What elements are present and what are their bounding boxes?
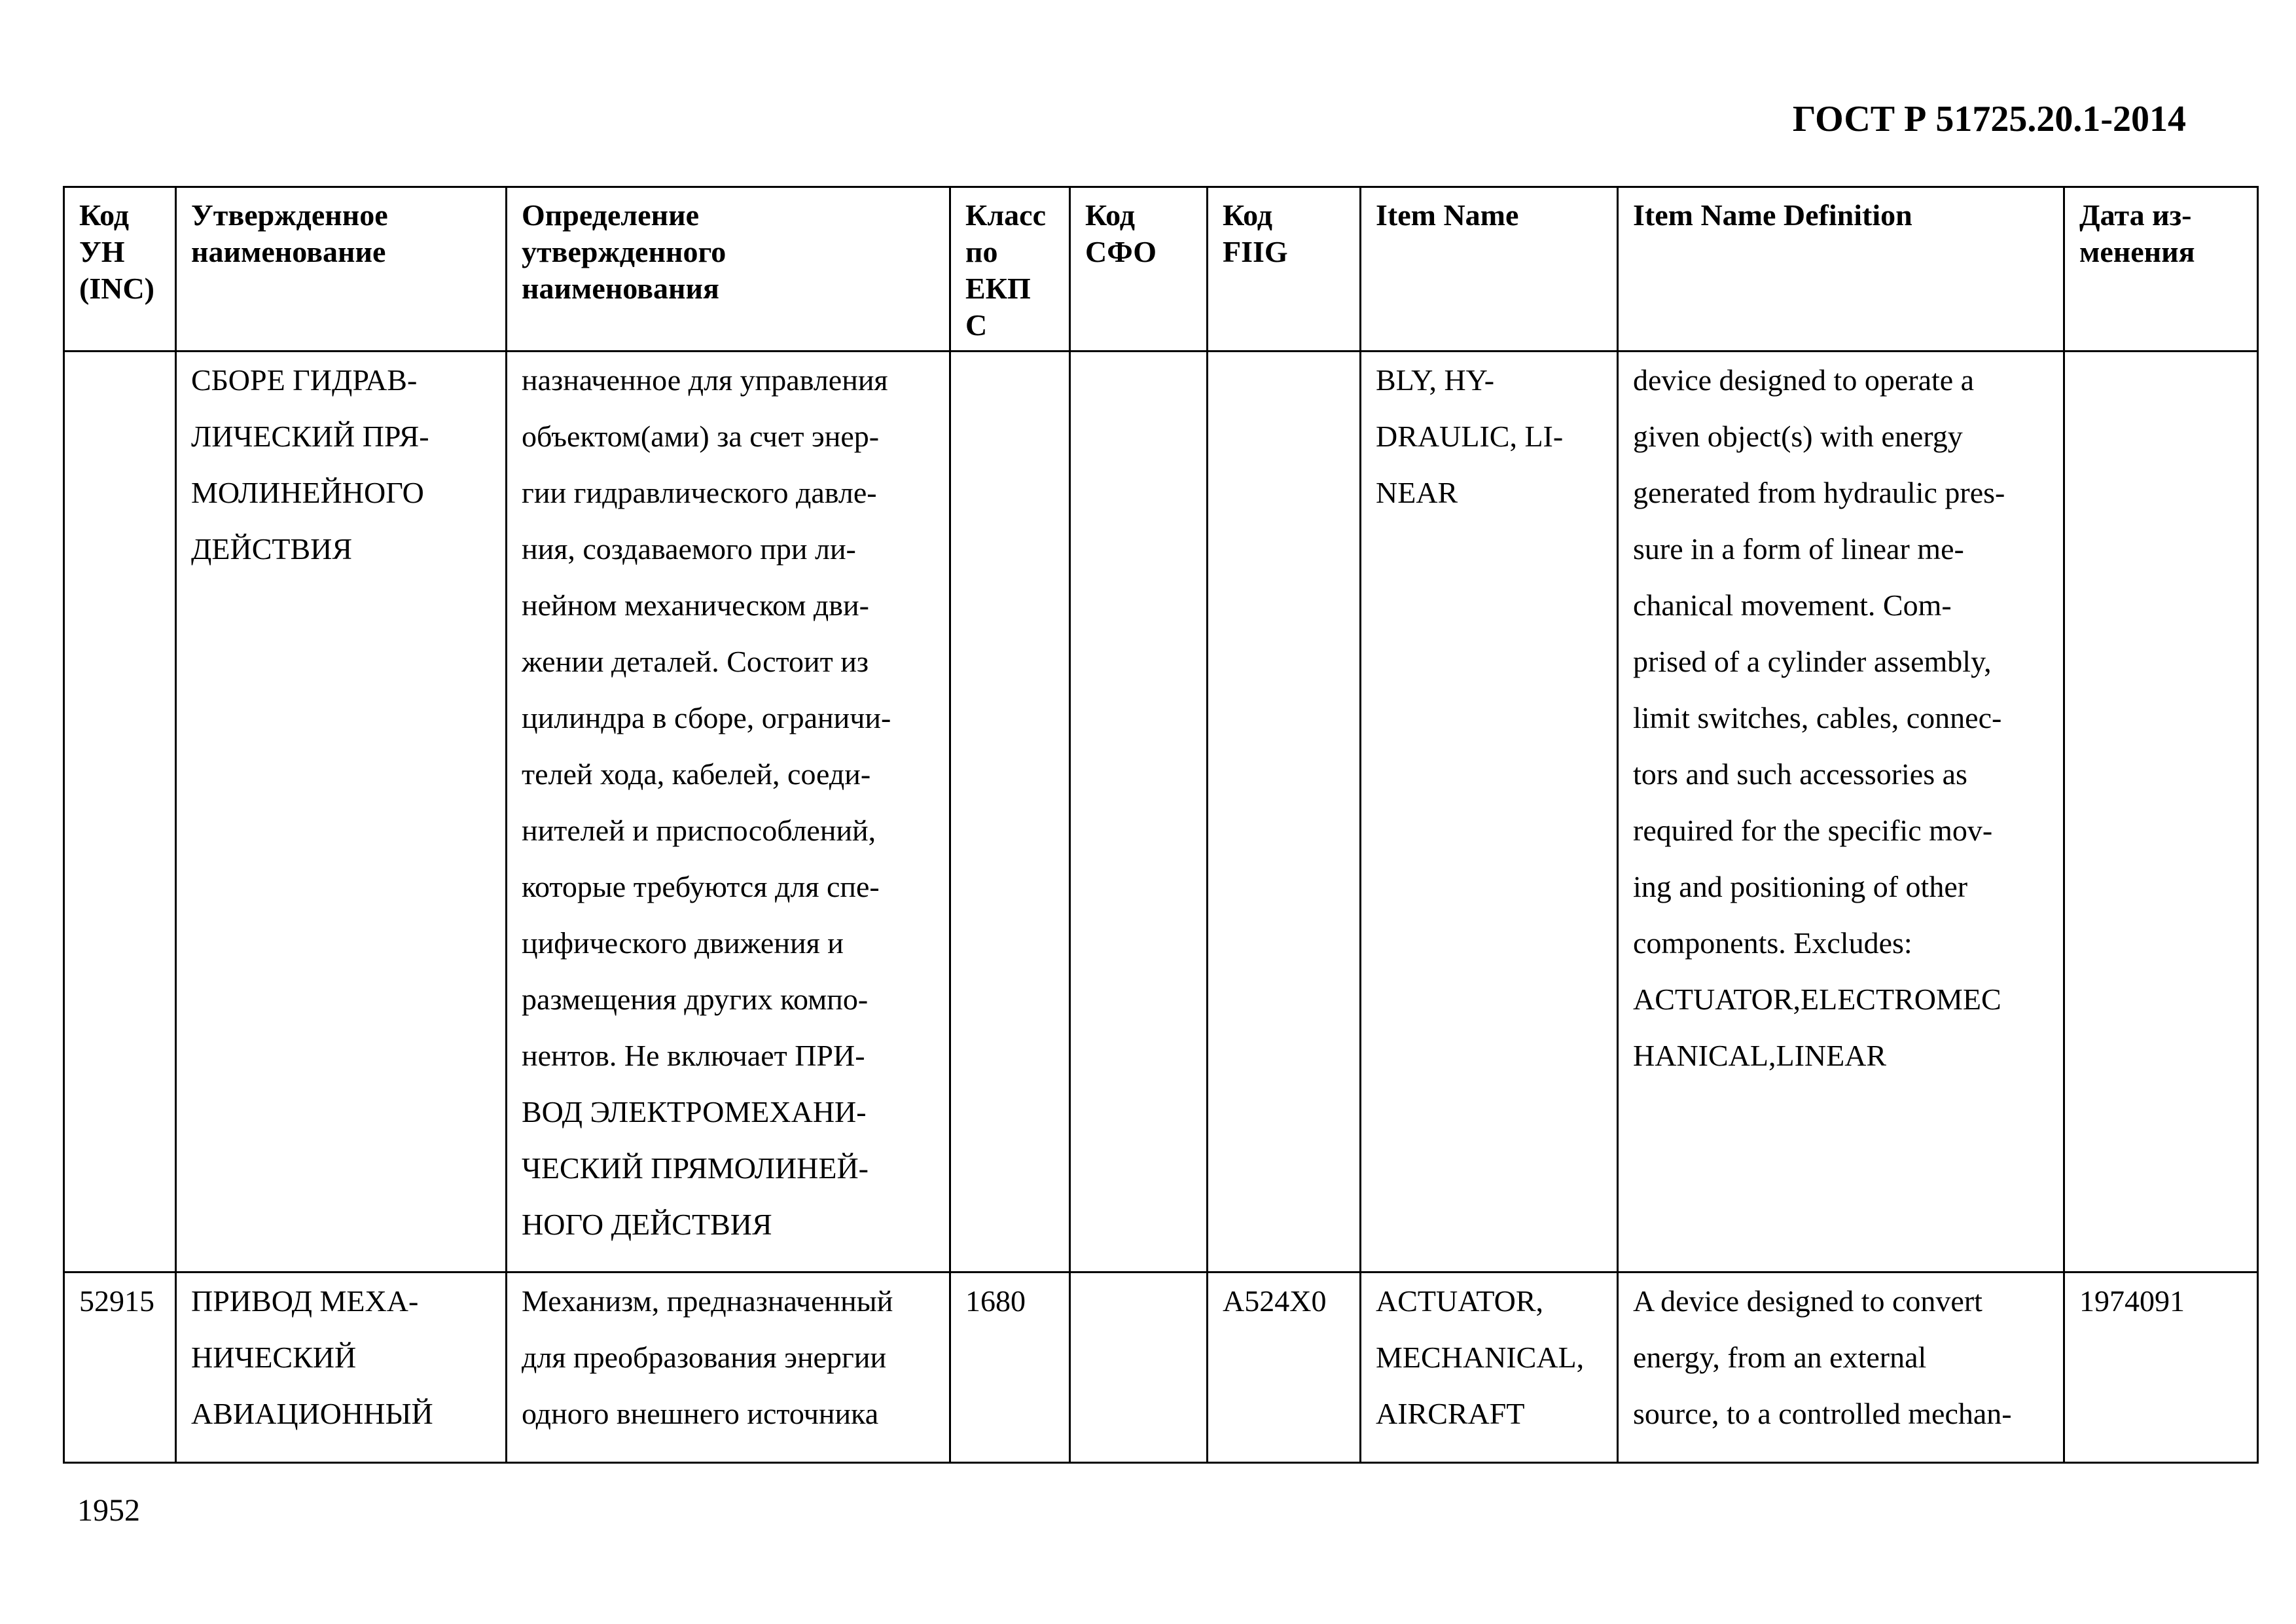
cell-text-line: chanical movement. Com-: [1633, 588, 1952, 622]
column-header-ekps-class: [950, 187, 1070, 352]
column-header-fiig-code: [1208, 187, 1361, 352]
cell-text-line: A device designed to convert: [1633, 1284, 1982, 1318]
column-header-approved-name: [176, 187, 507, 352]
definition-cell: [507, 1272, 950, 1463]
fiig-code-cell: [1208, 352, 1361, 1272]
inc-code-cell: [64, 352, 176, 1272]
cell-text-line: required for the specific mov-: [1633, 814, 1993, 847]
cell-text-line: одного внешнего источника: [522, 1397, 879, 1430]
header-text-line: ЕКП: [965, 272, 1031, 305]
cell-text-line: нейном механическом дви-: [522, 588, 869, 622]
cell-text-line: ДЕЙСТВИЯ: [191, 532, 353, 566]
table-row: [64, 1272, 2258, 1463]
header-text-line: FIIG: [1223, 235, 1288, 268]
cell-text-line: sure in a form of linear me-: [1633, 532, 1964, 566]
cell-text-line: ЧЕСКИЙ ПРЯМОЛИНЕЙ-: [522, 1151, 869, 1185]
cell-text-line: tors and such accessories as: [1633, 757, 1967, 791]
cell-text-line: ing and positioning of other: [1633, 870, 1968, 903]
cell-text-line: телей хода, кабелей, соеди-: [522, 757, 871, 791]
column-header-sfo-code: [1070, 187, 1208, 352]
cell-text-line: цифического движения и: [522, 926, 844, 960]
cell-text-line: source, to a controlled mechan-: [1633, 1397, 2012, 1430]
header-text-line: утвержденного: [522, 235, 726, 268]
page-number: 1952: [77, 1493, 140, 1528]
header-text-line: Класс: [965, 198, 1046, 232]
column-header-definition: [507, 187, 950, 352]
header-text-line: менения: [2079, 235, 2195, 268]
cell-text-line: A524X0: [1223, 1284, 1327, 1318]
standard-title: ГОСТ Р 51725.20.1-2014: [1792, 99, 2186, 139]
cell-text-line: ЛИЧЕСКИЙ ПРЯ-: [191, 420, 429, 453]
header-text-line: Дата из-: [2079, 198, 2192, 232]
header-text-line: СФО: [1085, 235, 1157, 268]
cell-text-line: BLY, HY-: [1376, 363, 1495, 397]
cell-text-line: которые требуются для спе-: [522, 870, 880, 903]
table-row: [64, 352, 2258, 1272]
cell-text-line: жении деталей. Состоит из: [522, 645, 869, 678]
change-date-cell: [2064, 352, 2258, 1272]
ekps-class-cell: [950, 1272, 1070, 1463]
cell-text-line: назначенное для управления: [522, 363, 888, 397]
cell-text-line: DRAULIC, LI-: [1376, 420, 1564, 453]
header-text-line: наименование: [191, 235, 386, 268]
cell-text-line: limit switches, cables, connec-: [1633, 701, 2002, 734]
cell-text-line: 52915: [79, 1284, 154, 1318]
sfo-code-cell: [1070, 1272, 1208, 1463]
cell-text-line: цилиндра в сборе, ограничи-: [522, 701, 891, 734]
header-text-line: Код: [1223, 198, 1273, 232]
cell-text-line: energy, from an external: [1633, 1341, 1927, 1374]
cell-text-line: АВИАЦИОННЫЙ: [191, 1397, 433, 1430]
item-name-cell: [1361, 352, 1618, 1272]
cell-text-line: объектом(ами) за счет энер-: [522, 420, 880, 453]
cell-text-line: components. Excludes:: [1633, 926, 1912, 960]
column-header-inc-code: [64, 187, 176, 352]
cell-text-line: MECHANICAL,: [1376, 1341, 1585, 1374]
cell-text-line: ния, создаваемого при ли-: [522, 532, 856, 566]
column-header-change-date: [2064, 187, 2258, 352]
cell-text-line: нителей и приспособлений,: [522, 814, 876, 847]
approved-name-cell: [176, 1272, 507, 1463]
cell-text-line: ВОД ЭЛЕКТРОМЕХАНИ-: [522, 1095, 867, 1128]
cell-text-line: generated from hydraulic pres-: [1633, 476, 2005, 509]
header-text-line: Item Name Definition: [1633, 198, 1912, 232]
header-text-line: (INC): [79, 272, 154, 305]
cell-text-line: НОГО ДЕЙСТВИЯ: [522, 1208, 772, 1241]
cell-text-line: prised of a cylinder assembly,: [1633, 645, 1992, 678]
cell-text-line: для преобразования энергии: [522, 1341, 887, 1374]
cell-text-line: given object(s) with energy: [1633, 420, 1963, 453]
header-text-line: Определение: [522, 198, 700, 232]
cell-text-line: размещения других компо-: [522, 983, 869, 1016]
cell-text-line: 1680: [965, 1284, 1026, 1318]
inc-code-cell: [64, 1272, 176, 1463]
cell-text-line: СБОРЕ ГИДРАВ-: [191, 363, 418, 397]
column-header-item-name: [1361, 187, 1618, 352]
sfo-code-cell: [1070, 352, 1208, 1272]
cell-text-line: device designed to operate a: [1633, 363, 1975, 397]
header-text-line: Код: [1085, 198, 1136, 232]
approved-name-cell: [176, 352, 507, 1272]
data-table: [63, 186, 2259, 1464]
cell-text-line: HANICAL,LINEAR: [1633, 1039, 1887, 1072]
cell-text-line: гии гидравлического давле-: [522, 476, 877, 509]
definition-cell: [507, 352, 950, 1272]
header-text-line: УН: [79, 235, 125, 268]
cell-text-line: НИЧЕСКИЙ: [191, 1341, 357, 1374]
cell-text-line: ACTUATOR,ELECTROMEC: [1633, 983, 2001, 1016]
cell-text-line: AIRCRAFT: [1376, 1397, 1525, 1430]
fiig-code-cell: [1208, 1272, 1361, 1463]
cell-text-line: NEAR: [1376, 476, 1458, 509]
header-text-line: Утвержденное: [191, 198, 388, 232]
item-name-definition-cell: [1618, 352, 2064, 1272]
item-name-cell: [1361, 1272, 1618, 1463]
header-text-line: наименования: [522, 272, 719, 305]
header-text-line: С: [965, 308, 988, 342]
header-text-line: по: [965, 235, 998, 268]
cell-text-line: МОЛИНЕЙНОГО: [191, 476, 424, 509]
cell-text-line: ACTUATOR,: [1376, 1284, 1544, 1318]
item-name-definition-cell: [1618, 1272, 2064, 1463]
cell-text-line: нентов. Не включает ПРИ-: [522, 1039, 865, 1072]
change-date-cell: [2064, 1272, 2258, 1463]
header-text-line: Item Name: [1376, 198, 1519, 232]
table-header-row: [64, 187, 2258, 352]
header-text-line: Код: [79, 198, 130, 232]
cell-text-line: 1974091: [2079, 1284, 2185, 1318]
table-body: [64, 352, 2258, 1463]
ekps-class-cell: [950, 352, 1070, 1272]
column-header-item-name-definition: [1618, 187, 2064, 352]
cell-text-line: Механизм, предназначенный: [522, 1284, 893, 1318]
cell-text-line: ПРИВОД МЕХА-: [191, 1284, 419, 1318]
